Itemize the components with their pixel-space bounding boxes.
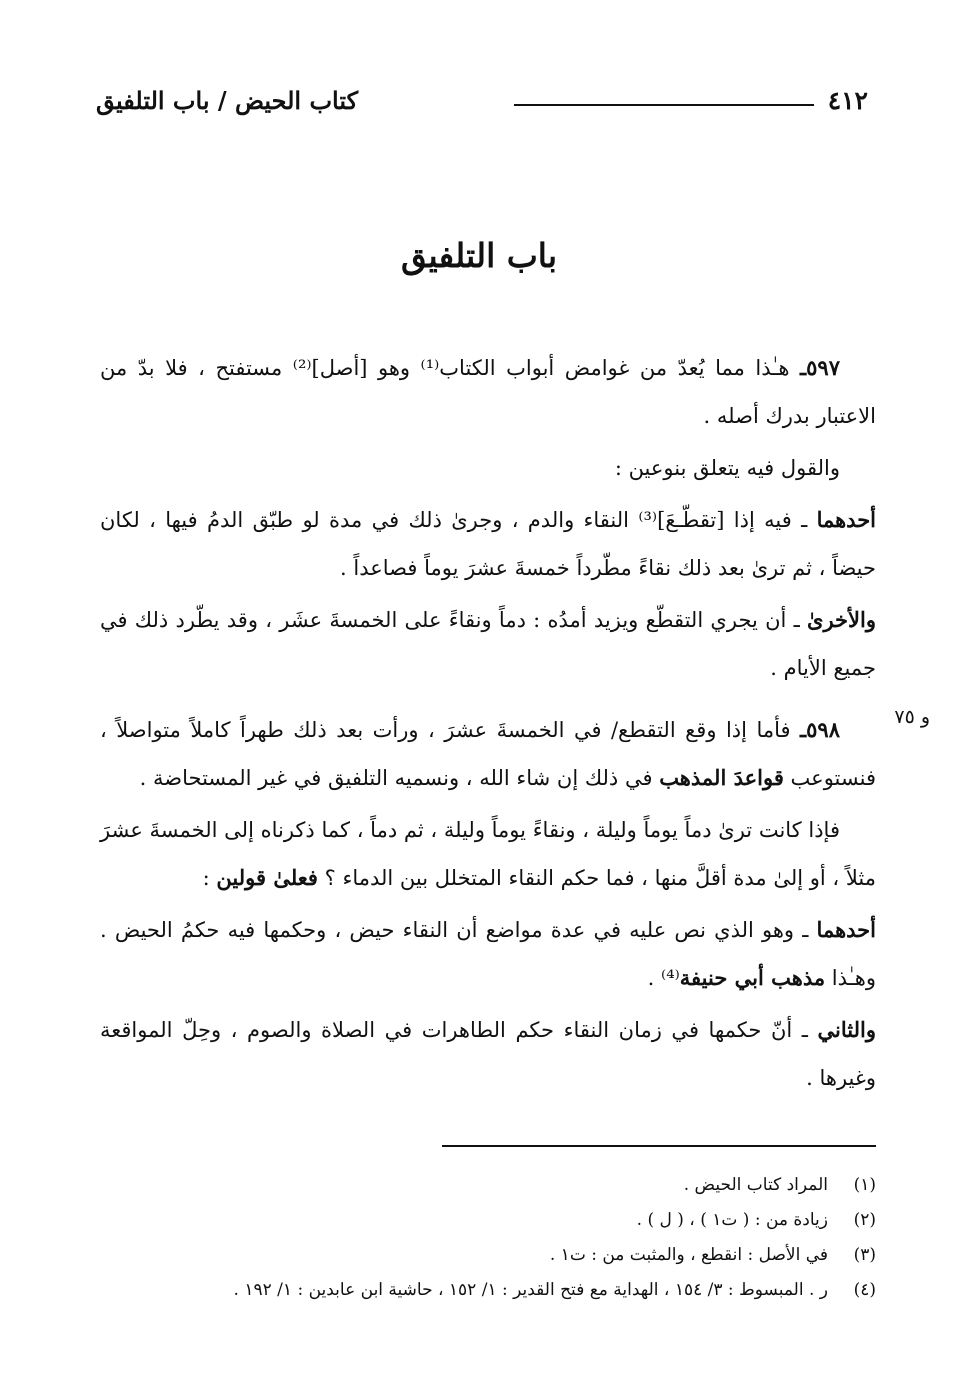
paragraph-text: والقول فيه يتعلق بنوعين : [614, 456, 840, 480]
paragraph-term: أحدهما [816, 917, 876, 942]
paragraph-text: ـ وهو الذي نص عليه في عدة مواضع أن النقاء حيض ، وحكمها فيه حكمُ الحيض . وهـٰذا [100, 918, 876, 990]
paragraph-text: فأما إذا وقع التقطع/ في الخمسةَ عشرَ ، ورأت بعد ذلك طهراً كاملاً متواصلاً ، فنستوعب [100, 718, 876, 790]
paragraph-text: هـٰذا مما يُعدّ من غوامض أبواب الكتاب⁽¹⁾ وهو [أصل]⁽²⁾ مستفتح ، فلا بدّ من الاعتبار بدرك أصله . [100, 356, 876, 428]
footnote-number: (٤) [853, 1280, 876, 1300]
paragraph-text: ـ أنّ حكمها في زمان النقاء حكم الطاهرات في الصلاة والصوم ، وحِلّ المواقعة وغيرها . [100, 1018, 876, 1090]
paragraph-text: ـ أن يجري التقطّع ويزيد أمدُه : دماً ونقاءً على الخمسةَ عشَر ، وقد يطّرد ذلك في جميع الأيام . [100, 608, 876, 680]
footnote-number: (٢) [853, 1210, 876, 1230]
paragraph-text: في ذلك إن شاء الله ، ونسميه التلفيق في غير المستحاضة . [139, 766, 660, 790]
paragraph-text: فإذا كانت ترىٰ دماً يوماً وليلة ، ونقاءً يوماً وليلة ، ثم دماً ، كما ذكرناه إلى الخمسةَ عشرَ مثلاً ، أو إلىٰ مدة أقلَّ منها ، فما حكم النقاء المتخلل بين الدماء ؟ [100, 818, 876, 890]
footnote-number: (٣) [853, 1245, 876, 1265]
running-title: كتاب الحيض / باب التلفيق [96, 86, 359, 115]
paragraph-number: ٥٩٨ـ [800, 717, 840, 742]
paragraph-text: ـ فيه إذا [تقطّـعَ]⁽³⁾ النقاء والدم ، وجرىٰ ذلك في مدة لو طبّق الدمُ فيها ، لكان حيضاً ، ثم ترىٰ بعد ذلك نقاءً مطّرداً خمسةَ عشرَ يوماً فصاعداً . [100, 508, 876, 580]
footnotes [106, 1168, 876, 1308]
paragraph-term: أحدهما [816, 507, 877, 532]
footnote-text: زيادة من : ( ت١ ) ، ( ل ) . [636, 1210, 828, 1230]
paragraph-intro [100, 444, 876, 492]
paragraph-598 [100, 706, 876, 802]
paragraph-term: والأخرىٰ [807, 607, 876, 632]
footnote-text: المراد كتاب الحيض . [683, 1175, 828, 1195]
paragraph-term: والثاني [817, 1017, 876, 1042]
footnote [106, 1238, 876, 1273]
paragraph-text: : [202, 866, 217, 890]
paragraph-first-opinion [100, 906, 876, 1002]
paragraph-emphasis: قواعدَ المذهب [659, 765, 784, 790]
paragraph-number: ٥٩٧ـ [800, 355, 840, 380]
footnote [106, 1273, 876, 1308]
footnote-text: ر . المبسوط : ٣/ ١٥٤ ، الهداية مع فتح القدير : ١/ ١٥٢ ، حاشية ابن عابدين : ١/ ١٩٢ . [233, 1280, 828, 1300]
paragraph-second-opinion [100, 1006, 876, 1102]
body-text [100, 344, 876, 1106]
page-number: ٤١٢ [827, 86, 868, 115]
paragraph-emphasis: فعلىٰ قولين [216, 865, 318, 890]
paragraph-question [100, 806, 876, 902]
footnote [106, 1203, 876, 1238]
paragraph-second-type [100, 596, 876, 692]
header-rule [514, 104, 814, 106]
footnote-text: في الأصل : انقطع ، والمثبت من : ت١ . [549, 1245, 828, 1265]
paragraph-emphasis: مذهب أبي حنيفة [679, 965, 826, 990]
chapter-title: باب التلفيق [400, 236, 558, 275]
footnote-number: (١) [853, 1175, 876, 1195]
page-header [96, 82, 876, 122]
paragraph-597 [100, 344, 876, 440]
margin-note: و ٧٥ [894, 706, 930, 728]
paragraph-text: ⁽⁴⁾ . [647, 966, 680, 990]
footnote-rule [442, 1145, 876, 1147]
paragraph-first-type [100, 496, 876, 592]
footnote [106, 1168, 876, 1203]
